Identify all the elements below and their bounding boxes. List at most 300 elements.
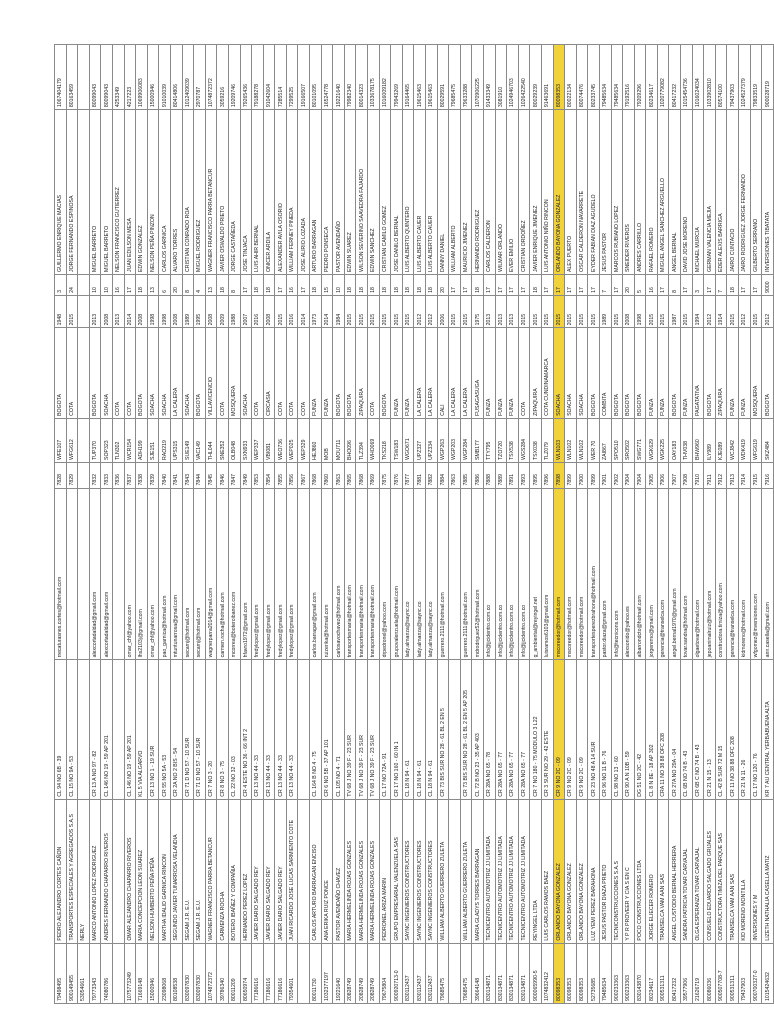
record-number-cell: 7904 bbox=[623, 463, 635, 489]
address-cell: CL 18 N 94 - 61 bbox=[414, 660, 426, 799]
spreadsheet-page bbox=[54, 44, 774, 1004]
model-year-cell: 2015 bbox=[727, 295, 739, 328]
model-year-cell: 2008 bbox=[136, 295, 148, 328]
city-cell: COTA bbox=[217, 328, 229, 419]
driver-name-cell: JESUS PASTOR bbox=[599, 110, 611, 275]
plate-cell: WFE107 bbox=[55, 418, 67, 462]
capacity-cell: 13 bbox=[147, 274, 159, 295]
plate-cell: UPZ334 bbox=[426, 418, 438, 462]
table-row bbox=[727, 45, 739, 1004]
email-cell: gerencia@transelca.com bbox=[727, 488, 739, 660]
owner-name-cell: WILLIAM ALBERTO GUERRERO ZULETA bbox=[460, 799, 472, 943]
city-cell: BOGOTA bbox=[55, 328, 67, 419]
owner-id-cell: 900507708-7 bbox=[715, 943, 727, 1003]
table-row bbox=[147, 45, 159, 1004]
table-row bbox=[263, 45, 275, 1004]
address-cell bbox=[78, 660, 90, 799]
owner-name-cell: GRUPO EMPRESARIAL VALENZUELA SAS bbox=[391, 799, 403, 943]
address-cell: TV 68 J NO 39 F - 23 SUR bbox=[344, 660, 356, 799]
table-row bbox=[194, 45, 206, 1004]
table-row bbox=[530, 45, 542, 1004]
driver-id-cell: 1074872372 bbox=[205, 45, 217, 110]
model-year-cell: 2008 bbox=[623, 295, 635, 328]
capacity-cell: 18 bbox=[402, 274, 414, 295]
owner-name-cell: SAYNC INGENIEROS CONSTRUCTORES bbox=[426, 799, 438, 943]
driver-id-cell: 19166507 bbox=[298, 45, 310, 110]
owner-name-cell: CARMENZA ROCHA bbox=[217, 799, 229, 943]
driver-name-cell: RAFAEL ROMERO bbox=[646, 110, 658, 275]
plate-cell: WGP203 bbox=[449, 418, 461, 462]
address-cell: CR 13 NO 44 - 33 bbox=[275, 660, 287, 799]
driver-id-cell: 79192516 bbox=[623, 45, 635, 110]
city-cell: FUSAGASUGA bbox=[472, 328, 484, 419]
owner-name-cell: ORLANDO BAYONA GONZALEZ bbox=[576, 799, 588, 943]
capacity-cell: 18 bbox=[217, 274, 229, 295]
capacity-cell: 17 bbox=[483, 274, 495, 295]
email-cell: mcorrea@boteroibanez.com bbox=[228, 488, 240, 660]
address-cell: CR 2A NO 2 BIS - 54 bbox=[170, 660, 182, 799]
city-cell: COTA bbox=[368, 328, 380, 419]
owner-name-cell: SEGAM J.R. E.U. bbox=[194, 799, 206, 943]
driver-name-cell: ANGEL BERNAL bbox=[669, 110, 681, 275]
city-cell: FUNZA bbox=[321, 328, 333, 419]
driver-id-cell: 1026422540 bbox=[518, 45, 530, 110]
table-row bbox=[576, 45, 588, 1004]
capacity-cell: 18 bbox=[472, 274, 484, 295]
city-cell: CALI bbox=[437, 328, 449, 419]
city-cell: MOSQUERA bbox=[750, 328, 762, 419]
email-cell: transportesperezbrahona@hotmail.com bbox=[588, 488, 600, 660]
model-year-cell: 2016 bbox=[252, 295, 264, 328]
owner-name-cell: ANGEL CUSTODIO BERNAL HERRERA bbox=[669, 799, 681, 943]
capacity-cell: 24 bbox=[66, 274, 78, 295]
address-cell: CL 17 NO 72A - 91 bbox=[379, 660, 391, 799]
owner-id-cell: 900065990-5 bbox=[530, 943, 542, 1003]
plate-cell: ADH199 bbox=[136, 418, 148, 462]
email-cell: hfavro1972@gmail.com bbox=[240, 488, 252, 660]
plate-cell: BHO096 bbox=[344, 418, 356, 462]
address-cell: CR 13 NO 44 - 33 bbox=[286, 660, 298, 799]
owner-id-cell: 80650974 bbox=[240, 943, 252, 1003]
driver-id-cell: 19164465 bbox=[402, 45, 414, 110]
owner-id-cell: 830134871 bbox=[518, 943, 530, 1003]
record-number-cell: 7841 bbox=[170, 463, 182, 489]
driver-name-cell: PEDRO PONSECA bbox=[321, 110, 333, 275]
city-cell: BOGOTA bbox=[623, 328, 635, 419]
driver-id-cell: 16524778 bbox=[321, 45, 333, 110]
plate-cell: WLN102 bbox=[565, 418, 577, 462]
plate-cell: WFG619 bbox=[750, 418, 762, 462]
driver-name-cell: WILLIAM FERNEY PINEDA bbox=[286, 110, 298, 275]
owner-id-cell: 1015424632 bbox=[762, 943, 774, 1003]
city-cell: FUNZA bbox=[310, 328, 322, 419]
driver-id-cell: 1024946703 bbox=[507, 45, 519, 110]
address-cell: CR 7 NO 180 - 75 MODULO 3 L22 bbox=[530, 660, 542, 799]
city-cell: FUNZA bbox=[727, 328, 739, 419]
address-cell: CR 21 N 15 - 13 bbox=[704, 660, 716, 799]
model-year-cell: 1995 bbox=[194, 295, 206, 328]
capacity-cell: 16 bbox=[646, 274, 658, 295]
driver-id-cell: 15000946 bbox=[147, 45, 159, 110]
record-number-cell: 7893 bbox=[518, 463, 530, 489]
record-number-cell: 7895 bbox=[530, 463, 542, 489]
table-row bbox=[55, 45, 67, 1004]
city-cell: LA CALERA bbox=[414, 328, 426, 419]
owner-id-cell: 79354601 bbox=[286, 943, 298, 1003]
plate-cell: WEP337 bbox=[252, 418, 264, 462]
driver-name-cell bbox=[78, 110, 90, 275]
plate-cell: HEJ860 bbox=[310, 418, 322, 462]
driver-name-cell: ALEX PUERTO bbox=[565, 110, 577, 275]
email-cell: albarrondcto@hotmail.com bbox=[634, 488, 646, 660]
capacity-cell: 17 bbox=[518, 274, 530, 295]
city-cell: BOGOTA bbox=[379, 328, 391, 419]
city-cell: BOGOTA bbox=[704, 328, 716, 419]
model-year-cell: 2016 bbox=[286, 295, 298, 328]
record-number-cell: 7910 bbox=[692, 463, 704, 489]
table-row bbox=[472, 45, 484, 1004]
capacity-cell: 17 bbox=[449, 274, 461, 295]
driver-id-cell: 7285514 bbox=[275, 45, 287, 110]
model-year-cell: 1984 bbox=[333, 295, 345, 328]
address-cell: CR 71 D NO 57 - 10 SUR bbox=[194, 660, 206, 799]
city-cell: SOACHA bbox=[565, 328, 577, 419]
owner-id-cell: 830134871 bbox=[507, 943, 519, 1003]
record-number-cell: 7884 bbox=[437, 463, 449, 489]
record-number-cell: 7843 bbox=[182, 463, 194, 489]
address-cell: CR 21 N 11 - 26 bbox=[739, 660, 751, 799]
driver-id-cell: 4253349 bbox=[112, 45, 124, 110]
driver-id-cell: 80234617 bbox=[646, 45, 658, 110]
email-cell: tovar.sandra@hotmail.com bbox=[681, 488, 693, 660]
owner-id-cell: 80108538 bbox=[170, 943, 182, 1003]
owner-id-cell: 900531311 bbox=[727, 943, 739, 1003]
record-number-cell: 7882 bbox=[426, 463, 438, 489]
driver-id-cell: 4217223 bbox=[124, 45, 136, 110]
driver-name-cell: JAIRO CUNTACIO bbox=[727, 110, 739, 275]
driver-name-cell: ANDRES CARRILLO bbox=[634, 110, 646, 275]
record-number-cell: 7844 bbox=[194, 463, 206, 489]
record-number-cell: 7885 bbox=[460, 463, 472, 489]
driver-name-cell: ALEXANDER AVILA OSORIO bbox=[275, 110, 287, 275]
capacity-cell: 18 bbox=[356, 274, 368, 295]
model-year-cell: 2015 bbox=[518, 295, 530, 328]
driver-name-cell: JAVIER ENRIQUE JIMENEZ bbox=[530, 110, 542, 275]
table-row bbox=[205, 45, 217, 1004]
record-number-cell: 7832 bbox=[89, 463, 101, 489]
driver-name-cell: MIGUEL RODRIGUEZ bbox=[194, 110, 206, 275]
driver-name-cell: JORGE CASTAÑEDA bbox=[228, 110, 240, 275]
address-cell: CR 4 ESTE NO 36 - 66 INT 2 bbox=[240, 660, 252, 799]
driver-name-cell: CRISTIAN ORDOÑEZ bbox=[518, 110, 530, 275]
address-cell: CL 6B NO 74 B - 43 bbox=[681, 660, 693, 799]
email-cell: jorgeremo@gmail.com bbox=[646, 488, 658, 660]
address-cell: CR 28A NO 65 - 77 bbox=[495, 660, 507, 799]
driver-name-cell: EDWIN GONZALEZ bbox=[136, 110, 148, 275]
plate-cell: WEP025 bbox=[286, 418, 298, 462]
city-cell: SOACHA bbox=[101, 328, 113, 419]
driver-id-cell: 1067404179 bbox=[55, 45, 67, 110]
capacity-cell: 3 bbox=[692, 274, 704, 295]
email-cell: secamj@hotmail.com bbox=[194, 488, 206, 660]
model-year-cell: 2015 bbox=[611, 295, 623, 328]
table-row bbox=[89, 45, 101, 1004]
address-cell: CL 17 NO 120 - 76 bbox=[750, 660, 762, 799]
city-cell: PAGATATIVA bbox=[692, 328, 704, 419]
model-year-cell: 2013 bbox=[112, 295, 124, 328]
owner-name-cell: ORLANDO BAYONA GONZALEZ bbox=[553, 799, 565, 943]
capacity-cell: 18 bbox=[263, 274, 275, 295]
owner-id-cell bbox=[298, 943, 310, 1003]
table-row bbox=[460, 45, 472, 1004]
owner-name-cell: NERLY bbox=[78, 799, 90, 943]
address-cell bbox=[298, 660, 310, 799]
record-number-cell bbox=[78, 463, 90, 489]
table-row bbox=[565, 45, 577, 1004]
owner-id-cell: 79437903 bbox=[739, 943, 751, 1003]
plate-cell: WLN103 bbox=[553, 418, 565, 462]
driver-id-cell: 1016024034 bbox=[692, 45, 704, 110]
email-cell: fredylopez@gmail.com bbox=[263, 488, 275, 660]
model-year-cell: 1987 bbox=[669, 295, 681, 328]
owner-name-cell: TRANSPORTES ESPECIALES Y AGREGADOS S.A.S bbox=[66, 799, 78, 943]
record-number-cell: 7899 bbox=[588, 463, 600, 489]
driver-name-cell: DAVID JOSE MORENO bbox=[681, 110, 693, 275]
table-row bbox=[182, 45, 194, 1004]
record-number-cell: 7865 bbox=[344, 463, 356, 489]
driver-name-cell: JOSE ALIRIO LOZADA bbox=[298, 110, 310, 275]
table-row bbox=[275, 45, 287, 1004]
driver-name-cell: EDWIN SANCHEZ bbox=[368, 110, 380, 275]
model-year-cell: 2008 bbox=[205, 295, 217, 328]
owner-id-cell: 830134871 bbox=[483, 943, 495, 1003]
driver-id-cell: 19615463 bbox=[426, 45, 438, 110]
driver-id-cell: 80101095 bbox=[310, 45, 322, 110]
table-row bbox=[379, 45, 391, 1004]
plate-cell: WGP284 bbox=[460, 418, 472, 462]
address-cell: CR 71 D NO 57 - 10 SUR bbox=[182, 660, 194, 799]
plate-cell: TSX538 bbox=[507, 418, 519, 462]
record-number-cell: 7863 bbox=[333, 463, 345, 489]
record-number-cell: 7855 bbox=[275, 463, 287, 489]
record-number-cell: 7905 bbox=[646, 463, 658, 489]
owner-id-cell: 71669148 bbox=[136, 943, 148, 1003]
address-cell bbox=[112, 660, 124, 799]
driver-id-cell: 80022134 bbox=[565, 45, 577, 110]
plate-cell: WHO069 bbox=[368, 418, 380, 462]
owner-id-cell: 900233363 bbox=[623, 943, 635, 1003]
table-row bbox=[657, 45, 669, 1004]
plate-cell: SXN933 bbox=[240, 418, 252, 462]
address-cell: CL 164 B NO 4 - 75 bbox=[310, 660, 322, 799]
owner-id-cell: 900233363 bbox=[611, 943, 623, 1003]
plate-cell: WGK629 bbox=[646, 418, 658, 462]
city-cell: BOGOTA bbox=[194, 328, 206, 419]
owner-name-cell: ANA ERIKA RUIZ PONCE bbox=[321, 799, 333, 943]
table-row bbox=[541, 45, 553, 1004]
city-cell: ZIPAQUIRA bbox=[715, 328, 727, 419]
model-year-cell: 2008 bbox=[101, 295, 113, 328]
owner-name-cell: SEGUNDO JAVIER TUNARROSA VELANDIA bbox=[170, 799, 182, 943]
owner-id-cell: 80086036 bbox=[704, 943, 716, 1003]
record-number-cell: 7886 bbox=[472, 463, 484, 489]
owner-name-cell: JAVIER DARIO SALGADO REY bbox=[275, 799, 287, 943]
table-row bbox=[681, 45, 693, 1004]
capacity-cell: 17 bbox=[541, 274, 553, 295]
table-row bbox=[507, 45, 519, 1004]
plate-cell: SNE352 bbox=[217, 418, 229, 462]
email-cell: rrecaturasnes.cortes@hotmail.com bbox=[55, 488, 67, 660]
owner-name-cell: TRANSELCA VAM AAN SAS bbox=[657, 799, 669, 943]
address-cell: TV 68 J NO 39 F - 23 SUR bbox=[368, 660, 380, 799]
table-row bbox=[611, 45, 623, 1004]
record-number-cell: 7877 bbox=[402, 463, 414, 489]
record-number-cell: 7875 bbox=[379, 463, 391, 489]
owner-name-cell: TECNICENTRO AUTOMOTRIZ JJ LIMITADA bbox=[495, 799, 507, 943]
model-year-cell: 2015 bbox=[449, 295, 461, 328]
address-cell: CR 9 NO 2C - 09 bbox=[576, 660, 588, 799]
email-cell bbox=[449, 488, 461, 660]
driver-id-cell: 91010039 bbox=[159, 45, 171, 110]
capacity-cell: 8 bbox=[228, 274, 240, 295]
capacity-cell: 16 bbox=[286, 274, 298, 295]
model-year-cell: 1998 bbox=[634, 295, 646, 328]
city-cell: FUNZA bbox=[391, 328, 403, 419]
owner-name-cell: MARTHA IDALID GARNICA RINCON bbox=[159, 799, 171, 943]
table-row bbox=[321, 45, 333, 1004]
table-row bbox=[762, 45, 774, 1004]
driver-name-cell: PASTOR AVENDAÑO bbox=[333, 110, 345, 275]
model-year-cell: 1998 bbox=[159, 295, 171, 328]
city-cell: BOGOTA bbox=[669, 328, 681, 419]
owner-name-cell: Y P R PROVEER Y CIA S EN C bbox=[623, 799, 635, 943]
driver-id-cell: 91433349 bbox=[483, 45, 495, 110]
model-year-cell: 2012 bbox=[414, 295, 426, 328]
capacity-cell: 17 bbox=[275, 274, 287, 295]
driver-id-cell: 80417232 bbox=[669, 45, 681, 110]
capacity-cell: 7 bbox=[599, 274, 611, 295]
model-year-cell: 2007 bbox=[240, 295, 252, 328]
table-row bbox=[112, 45, 124, 1004]
driver-name-cell: JUAN EDILSON MESA bbox=[124, 110, 136, 275]
record-number-cell: 7889 bbox=[495, 463, 507, 489]
table-row bbox=[217, 45, 229, 1004]
address-cell: CR 7 NO 3 - 20 bbox=[205, 660, 217, 799]
driver-name-cell: GUILLERMO ENRIQUE MACIAS bbox=[55, 110, 67, 275]
capacity-cell: 17 bbox=[611, 274, 623, 295]
city-cell: SOACHA bbox=[553, 328, 565, 419]
table-row bbox=[588, 45, 600, 1004]
driver-id-cell: 1033902810 bbox=[704, 45, 716, 110]
owner-name-cell: OLGA ESPERANZA TOVAR CARVAJAL bbox=[692, 799, 704, 943]
owner-name-cell: MARIA CONCEPCION LEON SUAREZ bbox=[136, 799, 148, 943]
table-row bbox=[170, 45, 182, 1004]
owner-id-cell: 900920713-0 bbox=[391, 943, 403, 1003]
capacity-cell: 17 bbox=[298, 274, 310, 295]
record-number-cell: 7868 bbox=[356, 463, 368, 489]
address-cell: TV 68 J NO 39 F - 23 SUR bbox=[356, 660, 368, 799]
driver-id-cell: 80014323 bbox=[356, 45, 368, 110]
address-cell: CR 90 A N 10B - 59 bbox=[623, 660, 635, 799]
driver-id-cell: 2970787 bbox=[194, 45, 206, 110]
driver-id-cell: 80414806 bbox=[170, 45, 182, 110]
email-cell bbox=[112, 488, 124, 660]
owner-id-cell: 20828749 bbox=[368, 943, 380, 1003]
owner-id-cell: 77186616 bbox=[263, 943, 275, 1003]
owner-name-cell: PEDRONEL ARIZA MARIN bbox=[379, 799, 391, 943]
owner-id-cell: 80417232 bbox=[669, 943, 681, 1003]
model-year-cell: 2008 bbox=[263, 295, 275, 328]
record-number-cell: 7898 bbox=[553, 463, 565, 489]
email-cell: pao_garnica@hotmail.com bbox=[159, 488, 171, 660]
owner-name-cell: MARIA GLADYS TORRES BARRAGAN bbox=[472, 799, 484, 943]
capacity-cell: 18 bbox=[426, 274, 438, 295]
driver-id-cell: 1069906083 bbox=[136, 45, 148, 110]
address-cell: CR 9 NO 2C - 09 bbox=[565, 660, 577, 799]
model-year-cell: 2015 bbox=[368, 295, 380, 328]
record-number-cell: 7915 bbox=[750, 463, 762, 489]
driver-name-cell: GERMAN VALENCIA MEJIA bbox=[704, 110, 716, 275]
capacity-cell: 17 bbox=[576, 274, 588, 295]
email-cell: transportesmaria@hotmail.com bbox=[356, 488, 368, 660]
email-cell: mdrodriguez52@hotmail.com bbox=[472, 488, 484, 660]
driver-name-cell: LUIS ALBERTO CAUER bbox=[414, 110, 426, 275]
address-cell: CR 6 NO 5B - 37 AP 101 bbox=[321, 660, 333, 799]
driver-id-cell: 79209296 bbox=[634, 45, 646, 110]
model-year-cell: 1973 bbox=[310, 295, 322, 328]
driver-name-cell: JOSE DANILO BERNAL bbox=[391, 110, 403, 275]
driver-name-cell: MARCOS RUBIANO LOPEZ bbox=[611, 110, 623, 275]
owner-id-cell: 830112437 bbox=[414, 943, 426, 1003]
model-year-cell: 2015 bbox=[66, 295, 78, 328]
owner-name-cell: JAVIER DARIO SALGADO REY bbox=[263, 799, 275, 943]
capacity-cell: 20 bbox=[437, 274, 449, 295]
email-cell: gerencia@transelca.com bbox=[657, 488, 669, 660]
driver-id-cell: 79188278 bbox=[252, 45, 264, 110]
owner-name-cell: MARIA HERMELINDA ROJAS GONZALES bbox=[368, 799, 380, 943]
plate-cell: ILY989 bbox=[704, 418, 716, 462]
plate-cell: RAO219 bbox=[159, 418, 171, 462]
email-cell: ruizerika@hotmail.com bbox=[321, 488, 333, 660]
owner-name-cell: INVERSIONES Y M bbox=[750, 799, 762, 943]
city-cell: BOGOTA bbox=[588, 328, 600, 419]
plate-cell: VBI081 bbox=[263, 418, 275, 462]
city-cell: COTA bbox=[252, 328, 264, 419]
owner-id-cell: 39577906 bbox=[681, 943, 693, 1003]
driver-id-cell: 19615463 bbox=[414, 45, 426, 110]
plate-cell: UPS315 bbox=[170, 418, 182, 462]
plate-cell: THV038 bbox=[681, 418, 693, 462]
owner-name-cell: MARCO ANTONIO LOPEZ RODRIGUEZ bbox=[89, 799, 101, 943]
email-cell: jepoanimalruiz@hotmail.com bbox=[704, 488, 716, 660]
record-number-cell: 7847 bbox=[228, 463, 240, 489]
model-year-cell: 2015 bbox=[541, 295, 553, 328]
owner-name-cell: JESUS PASTOR DIAZA PRIETO bbox=[599, 799, 611, 943]
owner-id-cell: 79485634 bbox=[599, 943, 611, 1003]
model-year-cell: 2015 bbox=[646, 295, 658, 328]
driver-id-cell: 80163459 bbox=[66, 45, 78, 110]
driver-name-cell: WAGNER FRANCISCO PARRA BETANCUR bbox=[205, 110, 217, 275]
record-number-cell: 7867 bbox=[298, 463, 310, 489]
capacity-cell: 17 bbox=[739, 274, 751, 295]
email-cell: fredylopez@gmail.com bbox=[286, 488, 298, 660]
table-row bbox=[739, 45, 751, 1004]
model-year-cell: 2015 bbox=[565, 295, 577, 328]
capacity-cell: 17 bbox=[588, 274, 600, 295]
driver-id-cell: 900028719 bbox=[762, 45, 774, 110]
plate-cell: TLZ079 bbox=[541, 418, 553, 462]
address-cell: CL 22 NO 32 - 03 bbox=[228, 660, 240, 799]
